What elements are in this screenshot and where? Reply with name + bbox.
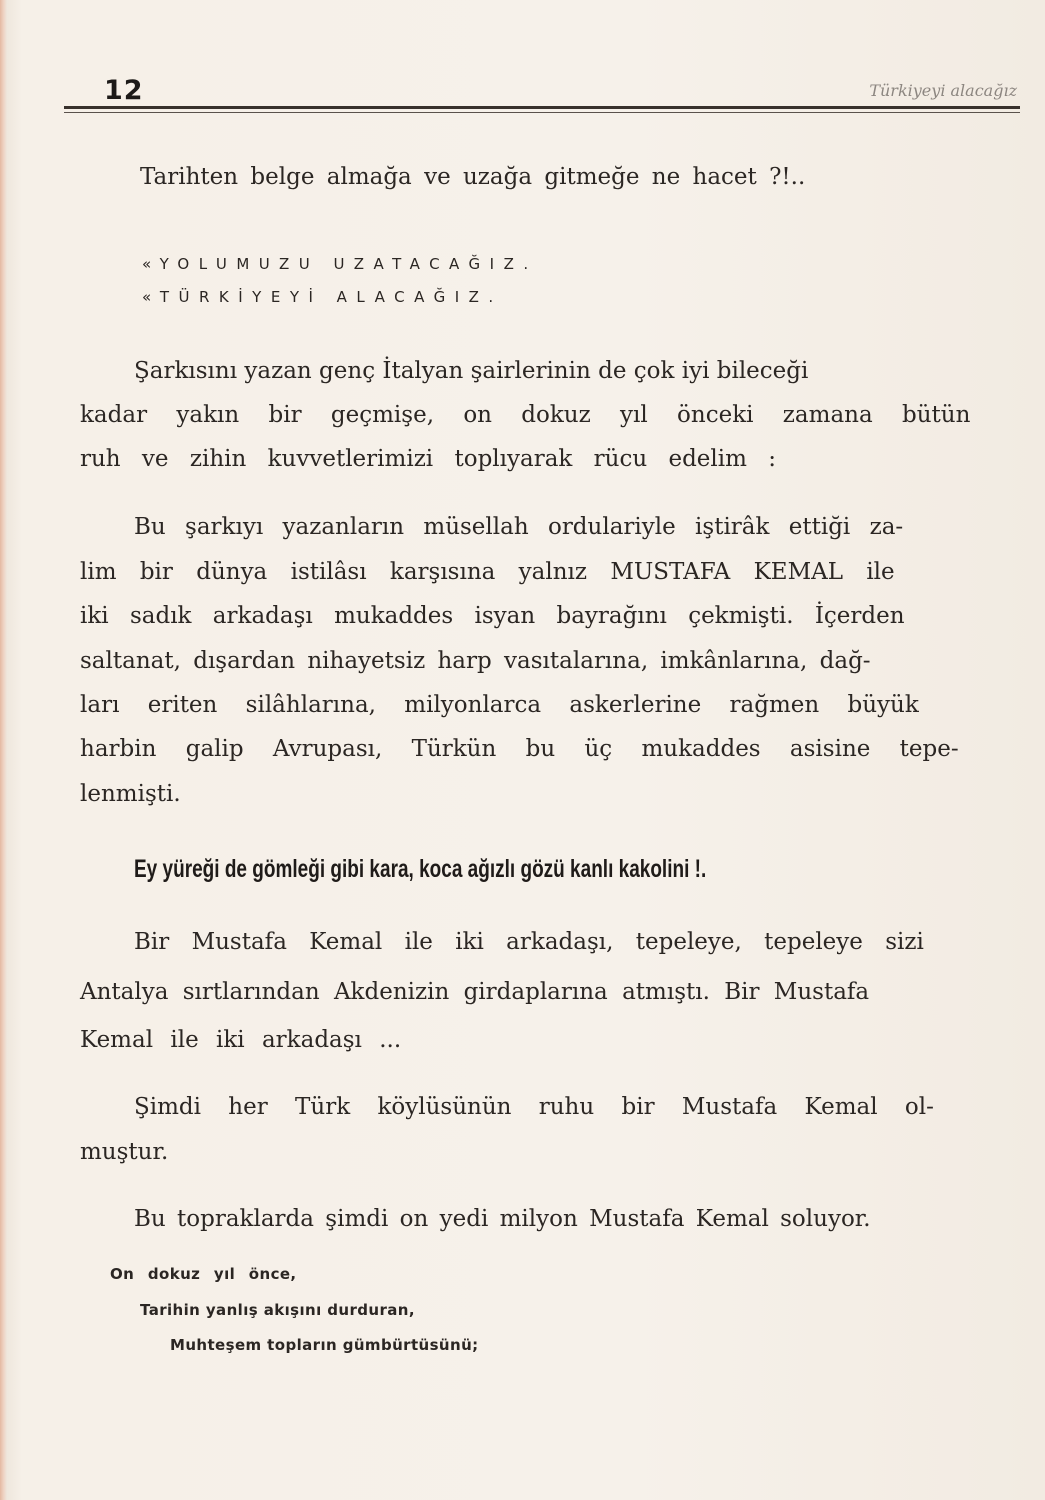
running-head: Türkiyeyi alacağız xyxy=(869,81,1017,100)
paragraph-line: iki sadık arkadaşı mukaddes isyan bayrağını çekmişti. İçerden xyxy=(80,603,905,629)
verse-line: On dokuz yıl önce, xyxy=(110,1265,297,1283)
song-line: «YOLUMUZU UZATACAĞIZ. xyxy=(142,255,538,273)
paragraph-line-text: Şarkısını yazan genç İtalyan şairlerinin de çok iyi bileceği xyxy=(134,358,809,384)
verse-line: Muhteşem topların gümbürtüsünü; xyxy=(170,1336,479,1354)
paragraph-line: muştur. xyxy=(80,1139,169,1165)
verse-line: Tarihin yanlış akışını durduran, xyxy=(140,1301,415,1319)
paragraph-line: ruh ve zihin kuvvetlerimizi toplıyarak rücu edelim : xyxy=(80,446,776,472)
paragraph-line: ları eriten silâhlarına, milyonlarca askerlerine rağmen büyük xyxy=(80,692,919,718)
paragraph-line: Bir Mustafa Kemal ile iki arkadaşı, tepeleye, tepeleye sizi xyxy=(134,929,924,955)
page-edge xyxy=(0,0,7,1500)
paragraph-line: saltanat, dışardan nihayetsiz harp vasıtalarına, imkânlarına, dağ- xyxy=(80,648,871,674)
paragraph-line: lim bir dünya istilâsı karşısına yalnız MUSTAFA KEMAL ile xyxy=(80,559,895,585)
paragraph-line: lenmişti. xyxy=(80,781,181,807)
opening-line: Tarihten belge almağa ve uzağa gitmeğe ne hacet ?!.. xyxy=(140,164,806,190)
paragraph-line: harbin galip Avrupası, Türkün bu üç mukaddes asisine tepe- xyxy=(80,736,959,762)
paragraph-line: Bu topraklarda şimdi on yedi milyon Mustafa Kemal soluyor. xyxy=(134,1206,871,1232)
song-line: «TÜRKİYEYİ ALACAĞIZ. xyxy=(142,288,503,306)
paragraph-line xyxy=(134,356,1008,386)
page-number: 12 xyxy=(104,75,144,106)
paragraph-line: Kemal ile iki arkadaşı ... xyxy=(80,1027,402,1053)
header-rule-thin xyxy=(64,112,1020,113)
paragraph-line: Antalya sırtlarından Akdenizin girdaplarına atmıştı. Bir Mustafa xyxy=(80,979,870,1005)
header-rule xyxy=(64,106,1020,109)
exclamation-heading: Ey yüreği de gömleği gibi kara, koca ağızlı gözü kanlı kakolini !. xyxy=(134,855,707,883)
paragraph-line: Şimdi her Türk köylüsünün ruhu bir Mustafa Kemal ol- xyxy=(134,1094,934,1120)
paragraph-line: kadar yakın bir geçmişe, on dokuz yıl önceki zamana bütün xyxy=(80,402,971,428)
paragraph-line: Bu şarkıyı yazanların müsellah ordulariyle iştirâk ettiği za- xyxy=(134,514,904,540)
